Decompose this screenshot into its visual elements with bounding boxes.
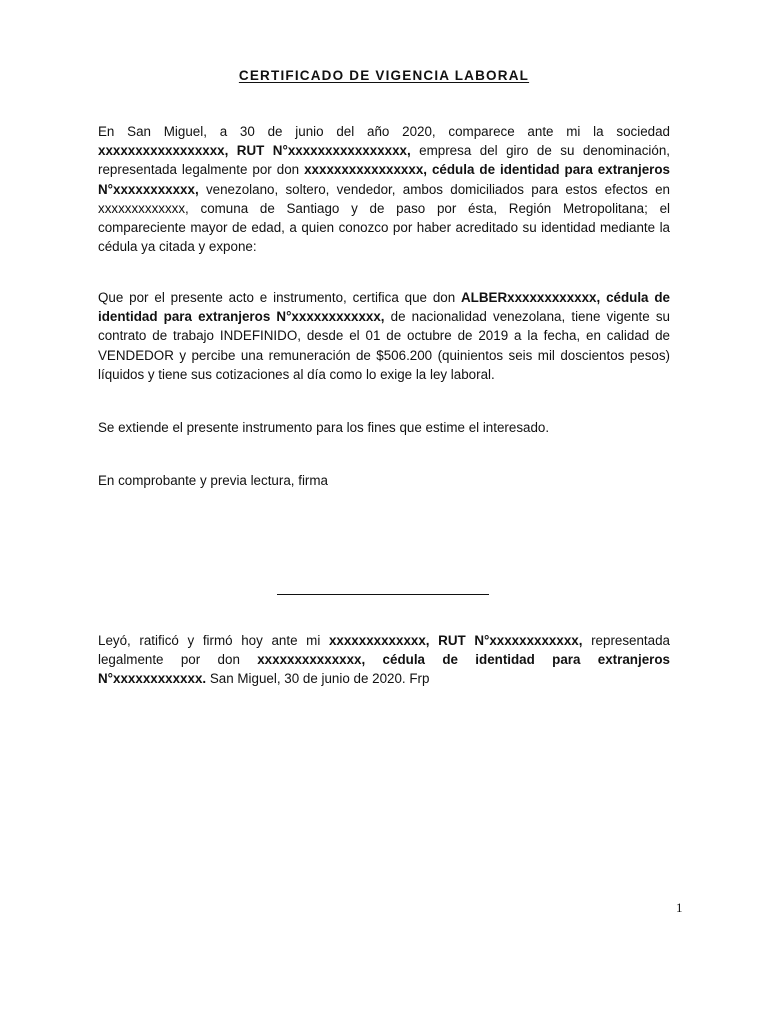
p1-bold-1: xxxxxxxxxxxxxxxxx, RUT N°xxxxxxxxxxxxxxxx, — [98, 143, 411, 159]
document-title: CERTIFICADO DE VIGENCIA LABORAL — [238, 68, 530, 83]
p5-text-1: Leyó, ratificó y firmó hoy ante mi — [98, 633, 329, 648]
paragraph-extension: Se extiende el presente instrumento para los fines que estime el interesado. — [98, 420, 550, 435]
signature-line — [277, 594, 489, 595]
paragraph-certificacion — [98, 288, 670, 384]
p1-text-3: venezolano, soltero, vendedor, ambos domiciliados para estos efectos en xxxxxxxxxxxxx, comuna de Santiago y de paso por ésta, Región Metropolitana; el compareciente mayor de edad, a quien conozco por haber acreditado su identidad mediante la cédula ya citada y expone: — [98, 181, 670, 255]
p1-text-2: empresa del giro de su denominación, representada legalmente por don — [98, 143, 670, 178]
p5-text-2: representada legalmente por don — [98, 633, 670, 668]
paragraph-comparecencia — [98, 122, 670, 256]
p5-bold-2: xxxxxxxxxxxxxx, cédula de identidad para extranjeros N°xxxxxxxxxxxx. — [98, 652, 670, 687]
p2-text-2: de nacionalidad venezolana, tiene vigente su contrato de trabajo INDEFINIDO, desde el 01 de octubre de 2019 a la fecha, en calidad de VENDEDOR y percibe una remuneración de $506.200 (quinientos seis mil doscientos pesos) líquidos y tiene sus cotizaciones al día como lo exige la ley laboral. — [98, 309, 670, 382]
p2-bold-1: ALBERxxxxxxxxxxxx, cédula de identidad para extranjeros N°xxxxxxxxxxxx, — [98, 290, 670, 325]
p5-text-3: San Miguel, 30 de junio de 2020. Frp — [206, 671, 430, 687]
p1-bold-2: xxxxxxxxxxxxxxxx, cédula de identidad para extranjeros N°xxxxxxxxxxx, — [98, 162, 671, 197]
paragraph-firma: En comprobante y previa lectura, firma — [98, 473, 328, 488]
p1-text-1: En San Miguel, a 30 de junio del año 2020, comparece ante mi la sociedad — [98, 124, 670, 139]
p2-text-1: Que por el presente acto e instrumento, certifica que don — [98, 290, 462, 305]
paragraph-ratificacion — [98, 631, 670, 689]
p5-bold-1: xxxxxxxxxxxxx, RUT N°xxxxxxxxxxxx, — [328, 633, 583, 648]
page-number: 1 — [676, 900, 683, 915]
